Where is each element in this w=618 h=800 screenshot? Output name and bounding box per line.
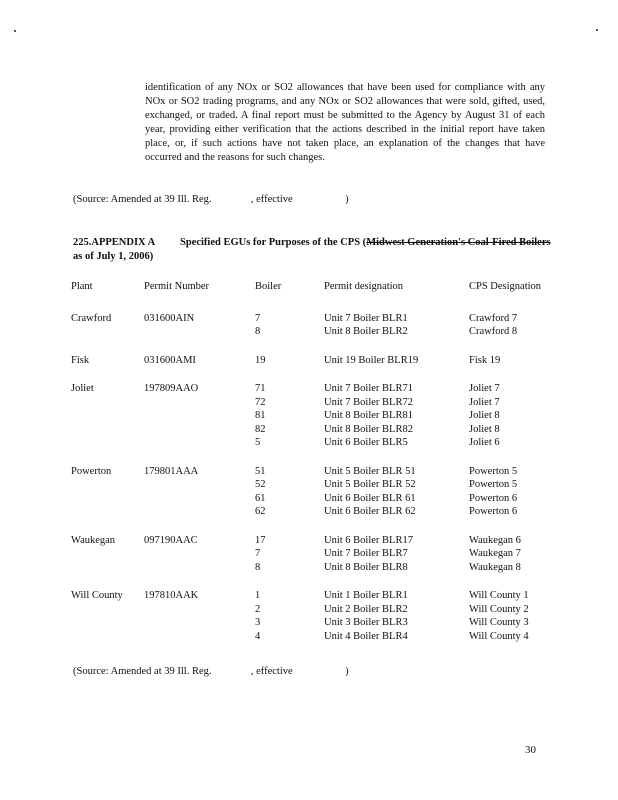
cps-designation-cell: Waukegan 6 [469,534,521,546]
cps-designation-cell: Joliet 8 [469,423,500,435]
permit-designation-cell: Unit 4 Boiler BLR4 [324,630,408,642]
boiler-cell: 7 [255,548,261,559]
permit-designation-cell: Unit 3 Boiler BLR3 [324,617,408,628]
plant-cell: Crawford [71,312,112,324]
permit-designation-cell: Unit 5 Boiler BLR 52 [324,479,416,490]
cps-designation-cell: Powerton 5 [469,465,518,477]
permit-designation-cell: Unit 5 Boiler BLR 51 [324,465,416,477]
cps-designation-cell: Waukegan 8 [469,561,521,573]
permit-number-cell [144,561,255,575]
permit-number-cell [144,505,255,519]
table-row [71,561,559,575]
table-row [71,492,559,506]
group-spacer [71,450,559,465]
table-row [71,589,559,603]
plant-cell: Powerton [71,465,112,477]
cps-designation-cell: Joliet 6 [469,437,500,448]
permit-number-cell [144,325,255,339]
plant-cell [71,436,144,450]
header-cps-designation: CPS Designation [469,281,542,292]
appendix-number: 225.APPENDIX A [73,237,156,248]
table-body [71,312,559,644]
permit-designation-cell: Unit 1 Boiler BLR1 [324,590,408,601]
boiler-cell: 51 [255,465,266,477]
plant-cell: Joliet [71,383,94,394]
table-row [71,616,559,630]
permit-number-cell [144,423,255,437]
plant-cell [71,325,144,339]
permit-number-cell [144,603,255,617]
table-row [71,436,559,450]
permit-number-cell [144,436,255,450]
cps-designation-cell: Will County 2 [469,603,529,615]
table-row [71,547,559,561]
permit-designation-cell: Unit 8 Boiler BLR81 [324,410,413,421]
cps-designation-cell: Will County 1 [469,590,529,601]
boiler-cell: 17 [255,534,266,546]
group-spacer [71,519,559,534]
egu-table [71,280,559,643]
table-row [71,396,559,410]
boiler-cell: 61 [255,492,266,504]
permit-designation-cell: Unit 6 Boiler BLR17 [324,534,413,546]
permit-number-cell [144,547,255,561]
plant-cell [71,409,144,423]
permit-number-cell [144,492,255,506]
table-row [71,312,559,326]
permit-designation-cell: Unit 2 Boiler BLR2 [324,603,408,615]
boiler-cell: 3 [255,617,261,628]
plant-cell [71,478,144,492]
cps-designation-cell: Joliet 8 [469,410,500,421]
permit-number-cell: 179801AAA [144,465,199,477]
cps-designation-cell: Will County 3 [469,617,529,628]
table-row [71,505,559,519]
permit-number-cell [144,630,255,644]
appendix-title-struck: Midwest Generation's Coal-Fired Boilers [366,237,551,248]
permit-number-cell [144,409,255,423]
intro-paragraph: identification of any NOx or SO2 allowances that have been used for compliance with any NOx or SO2 trading programs, and any NOx or SO2 allowances that were sold, gifted, used, exchanged, or traded. A final report must be submitted to the Agency by August 31 of each year, providing either verification that the actions described in the initial report have taken place, or, if such actions have not taken place, an explanation of the changes that have occurred and the reasons for such changes. [145,82,545,163]
permit-designation-cell: Unit 7 Boiler BLR71 [324,383,413,394]
permit-number-cell [144,396,255,410]
plant-cell [71,492,144,506]
plant-cell [71,561,144,575]
cps-designation-cell: Crawford 8 [469,326,518,337]
boiler-cell: 52 [255,479,266,490]
page-number: 30 [525,744,536,756]
header-permit-number: Permit Number [144,281,210,292]
group-spacer [71,367,559,382]
table-row [71,630,559,644]
permit-number-cell [144,616,255,630]
permit-number-cell: 197809AAO [144,383,199,394]
table-row [71,465,559,479]
boiler-cell: 1 [255,590,261,601]
boiler-cell: 7 [255,312,261,324]
boiler-cell: 71 [255,383,266,394]
table-row [71,534,559,548]
boiler-cell: 2 [255,603,261,615]
appendix-heading [73,236,553,264]
boiler-cell: 72 [255,396,266,408]
cps-designation-cell: Joliet 7 [469,383,500,394]
permit-designation-cell: Unit 8 Boiler BLR2 [324,326,408,337]
plant-cell [71,505,144,519]
permit-number-cell: 031600AIN [144,312,195,324]
permit-designation-cell: Unit 6 Boiler BLR 62 [324,506,416,517]
table-row [71,603,559,617]
plant-cell [71,547,144,561]
cps-designation-cell: Will County 4 [469,630,529,642]
header-plant: Plant [71,281,93,292]
cps-designation-cell: Powerton 5 [469,479,518,490]
boiler-cell: 8 [255,561,261,573]
permit-designation-cell: Unit 7 Boiler BLR72 [324,396,413,408]
plant-cell [71,423,144,437]
source-note: (Source: Amended at 39 Ill. Reg. , effective ) [73,666,349,677]
table-row [71,478,559,492]
cps-designation-cell: Crawford 7 [469,312,518,324]
boiler-cell: 62 [255,506,266,517]
header-permit-designation: Permit designation [324,281,404,292]
boiler-cell: 81 [255,410,266,421]
cps-designation-cell: Powerton 6 [469,506,518,517]
permit-number-cell [144,478,255,492]
permit-number-cell: 097190AAC [144,534,198,546]
table-row [71,325,559,339]
permit-number-cell: 197810AAK [144,590,199,601]
cps-designation-cell: Fisk 19 [469,354,501,366]
plant-cell [71,616,144,630]
group-spacer [71,339,559,354]
scan-speck [596,29,598,31]
plant-cell: Waukegan [71,534,116,546]
table-row [71,354,559,368]
permit-number-cell: 031600AMI [144,354,196,366]
scan-speck [14,30,16,32]
boiler-cell: 5 [255,437,261,448]
boiler-cell: 82 [255,423,266,435]
table-row [71,423,559,437]
appendix-title-start: Specified EGUs for Purposes of the CPS ( [180,237,367,248]
appendix-title-end: as of July 1, 2006) [73,251,154,262]
permit-designation-cell: Unit 6 Boiler BLR 61 [324,492,416,504]
plant-cell [71,630,144,644]
group-spacer [71,574,559,589]
boiler-cell: 4 [255,630,261,642]
permit-designation-cell: Unit 6 Boiler BLR5 [324,437,408,448]
plant-cell [71,603,144,617]
permit-designation-cell: Unit 8 Boiler BLR82 [324,423,413,435]
plant-cell [71,396,144,410]
table-row [71,382,559,396]
plant-cell: Fisk [71,354,90,366]
cps-designation-cell: Joliet 7 [469,396,500,408]
permit-designation-cell: Unit 7 Boiler BLR7 [324,548,408,559]
header-boiler: Boiler [255,281,282,292]
plant-cell: Will County [71,590,123,601]
source-note: (Source: Amended at 39 Ill. Reg. , effective ) [73,194,349,205]
cps-designation-cell: Powerton 6 [469,492,518,504]
boiler-cell: 19 [255,354,266,366]
cps-designation-cell: Waukegan 7 [469,548,521,559]
permit-designation-cell: Unit 8 Boiler BLR8 [324,561,408,573]
permit-designation-cell: Unit 19 Boiler BLR19 [324,354,419,366]
permit-designation-cell: Unit 7 Boiler BLR1 [324,312,408,324]
table-header-row [71,280,559,312]
table-row [71,409,559,423]
boiler-cell: 8 [255,326,261,337]
